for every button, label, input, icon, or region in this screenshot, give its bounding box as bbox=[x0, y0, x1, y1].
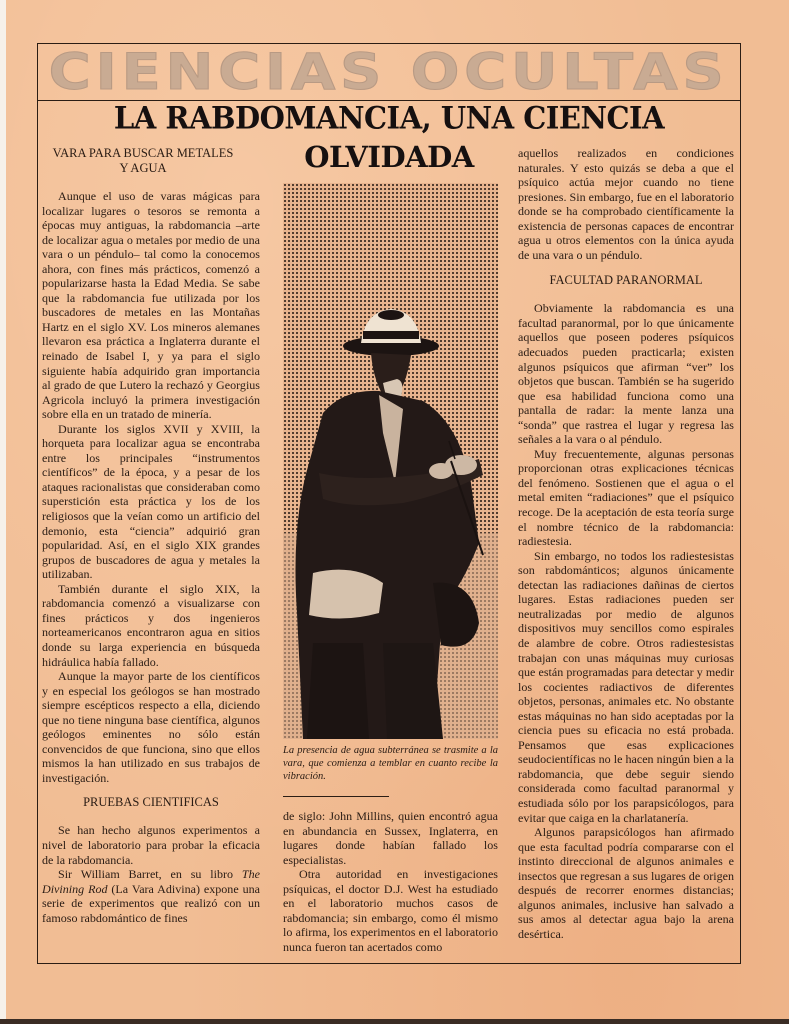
paragraph: aquellos realizados en condiciones naturales. Y esto quizás se deba a que el psíquico actúa mejor cuando no tiene presiones. Sin embargo, fue en el laboratorio donde se ha comprobado científicamente la existencia de personas capaces de encontrar agua u otros elementos con la única ayuda de una vara o un péndulo. bbox=[518, 146, 734, 262]
subhead-line: VARA PARA BUSCAR METALES bbox=[52, 146, 234, 160]
subhead-vara bbox=[26, 146, 260, 176]
photo-caption: La presencia de agua subterránea se trasmite a la vara, que comienza a temblar en cuanto recibe la vibración. bbox=[283, 745, 498, 782]
section-title: CIENCIAS OCULTAS bbox=[49, 42, 729, 101]
subhead-facultad: FACULTAD PARANORMAL bbox=[549, 273, 703, 288]
paragraph: Sin embargo, no todos los radiestesistas son rabdománticos; algunos únicamente detectan las radiaciones dañinas de ciertos lugares. Estas radiaciones pueden ser neutralizadas por medio de algunos dispositivos muy sencillos como espirales de alambre de cobre. Otros radiestesistas trabajan con unas máquinas muy curiosas que están programadas para detectar y medir los cocientes radiactivos de diferentes objetos, personas, animales etc. No obstante estas máquinas no han sido aceptadas por la ciencia pues su eficacia no está probada. Pensamos que esas explicaciones seudocientíficas no le hacen ningún bien a la rabdomancia, que debe seguir siendo considerada como facultad paranormal y estudiada sólo por los parapsicólogos, para evitar que caiga en la charlatanería. bbox=[518, 548, 734, 825]
subhead-pruebas: PRUEBAS CIENTIFICAS bbox=[83, 795, 219, 810]
paragraph bbox=[42, 867, 260, 925]
divider-rule bbox=[283, 796, 389, 797]
paragraph: Algunos parapsicólogos han afirmado que esta facultad podría compararse con el instinto direccional de algunos animales e insectos que regresan a sus lugares de origen después de recorrer enormes distancias; algunos animales, inclusive han salvado a sus amos al detectar agua bajo la arena desértica. bbox=[518, 825, 734, 941]
paragraph: También durante el siglo XIX, la rabdomancia comenzó a visualizarse con fines prácticos y dos ingenieros norteamericanos encontraron agua en sitios donde su larga experiencia en búsqueda hidráulica había fallado. bbox=[42, 581, 260, 669]
left-column bbox=[42, 146, 260, 925]
text-run: (La Vara Adivina) expone una serie de experimentos que realizó con un famoso rabdomántico de fines bbox=[42, 881, 260, 925]
paragraph: Aunque el uso de varas mágicas para localizar lugares o tesoros se remonta a épocas muy antiguas, la rabdomancia –arte de localizar agua o metales por medio de una vara o un péndulo– tal como la conocemos ahora, con fines más prácticos, comenzó a popularizarse hasta la Edad Media. Se sabe que la rabdomancia fue utilizada por los buscadores de metales en las Montañas Hartz en el siglo XV. Los mineros alemanes llevaron esa práctica a Inglaterra durante el reinado de Isabel I, y ya para el siglo siguiente había adquirido gran importancia al grado de que Lutero la rechazó y Georgius Agricola incluyó la primera investigación sobre ella en un tratado de minería. bbox=[42, 189, 260, 422]
scan-edge bbox=[0, 0, 6, 1024]
scan-shadow bbox=[0, 1019, 789, 1024]
section-header bbox=[37, 43, 741, 101]
article-title: LA RABDOMANCIA, UNA CIENCIA bbox=[113, 100, 665, 136]
paragraph: Se han hecho algunos experimentos a nivel de laboratorio para probar la eficacia de la rabdomancia. bbox=[42, 823, 260, 867]
paragraph: de siglo: John Millins, quien encontró agua en abundancia en Sussex, Inglaterra, en lugares donde habían fallado los especialistas. bbox=[283, 809, 498, 867]
subhead-line: Y AGUA bbox=[119, 161, 167, 175]
paragraph: Aunque la mayor parte de los científicos y en especial los geólogos se han mostrado siempre escépticos respecto a ella, diciendo que no tiene ninguna base científica, algunos geólogos eminentes no sólo están convencidos de que funciona, sino que ellos mismos la han utilizado en sus trabajos de investigación. bbox=[42, 669, 260, 785]
right-column bbox=[518, 146, 734, 941]
paragraph: Obviamente la rabdomancia es una facultad paranormal, por lo que únicamente aquellos que poseen poderes psíquicos adecuados pueden practicarla; existen algunos psíquicos que afirman “ver” los objetos que buscan. También se ha sugerido que esa habilidad funciona como una pantalla de radar: la mente lanza una “sonda” que rastrea el lugar y regresa las señales a la vara o al péndulo. bbox=[518, 301, 734, 447]
paragraph: Muy frecuentemente, algunas personas proporcionan otras explicaciones técnicas del fenómeno. Sostienen que el agua o el metal emiten “radiaciones” que el psíquico recoge. De la aceptación de esta teoría surge el nombre técnico de la rabdomancia: radiestesia. bbox=[518, 446, 734, 549]
center-column bbox=[283, 809, 498, 954]
paragraph: Durante los siglos XVII y XVIII, la horqueta para localizar agua se encontraba entre los principales “instrumentos científicos” de la época, y a pesar de los ataques racionalistas que consideraban como superstición esta práctica y los de los religiosos que la veían como un artificio del demonio, esta “ciencia” adquirió gran popularidad. Así, en el siglo XIX grandes grupos de buscadores de agua y metales la utilizaban. bbox=[42, 421, 260, 582]
paragraph: Otra autoridad en investigaciones psíquicas, el doctor D.J. West ha estudiado en el laboratorio muchos casos de rabdomancia; sin embargo, como él mismo lo afirma, los experimentos en el laboratorio nunca fueron tan acertados como bbox=[283, 867, 498, 954]
book-title: The Divining Rod bbox=[42, 867, 260, 896]
article-title-line2: OLVIDADA bbox=[304, 140, 474, 174]
dowser-photo bbox=[283, 183, 498, 739]
dowser-figure-illustration bbox=[283, 183, 498, 739]
text-run: Sir William Barret, en su libro bbox=[58, 867, 242, 882]
